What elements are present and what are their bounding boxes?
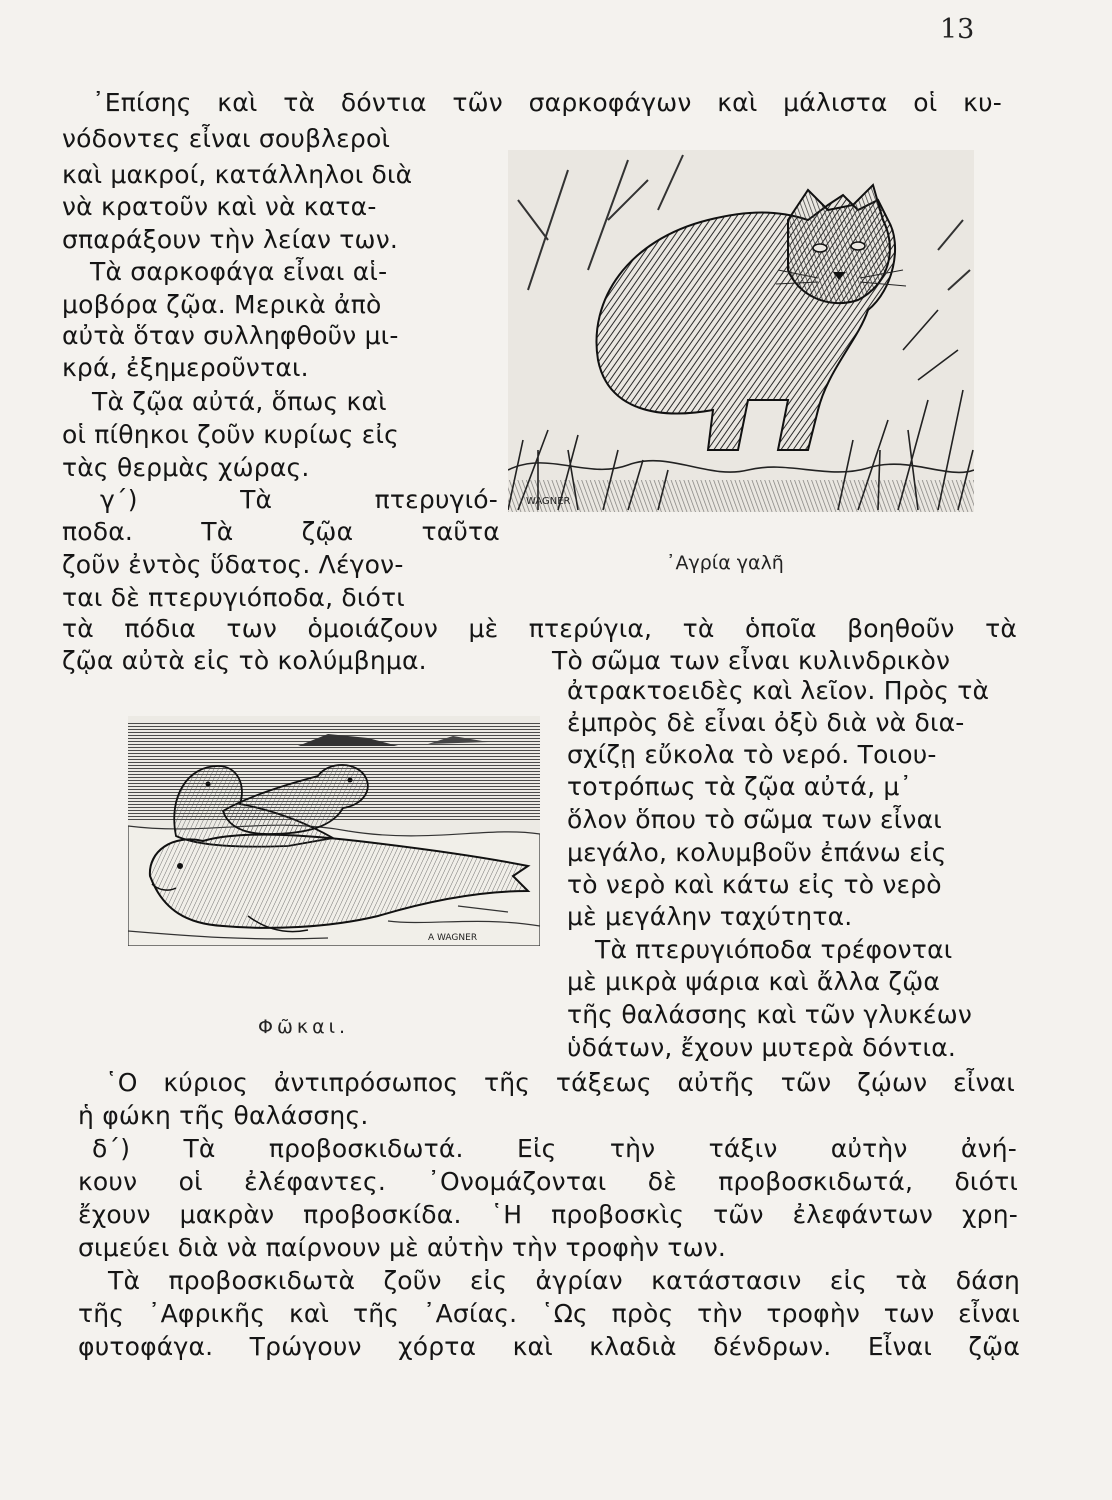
text-line-24: ὅλον ὅπου τὸ σῶμα των εἶναι bbox=[567, 805, 942, 834]
text-line-4: νὰ κρατοῦν καὶ νὰ κατα- bbox=[62, 192, 377, 221]
text-line-1: ᾿Επίσης καὶ τὰ δόντια τῶν σαρκοφάγων καὶ μάλιστα οἱ κυ- bbox=[92, 88, 1002, 117]
text-line-40: φυτοφάγα. Τρώγουν χόρτα καὶ κλαδιὰ δένδρων. Εἶναι ζῷα bbox=[78, 1332, 1020, 1361]
text-line-11: οἱ πίθηκοι ζοῦν κυρίως εἰς bbox=[62, 420, 399, 449]
text-line-32: ῾Ο κύριος ἀντιπρόσωπος τῆς τάξεως αὐτῆς τῶν ζῴων εἶναι bbox=[105, 1068, 1015, 1097]
text-line-23: τοτρόπως τὰ ζῷα αὐτά, μ᾿ bbox=[567, 772, 913, 801]
text-line-6: Τὰ σαρκοφάγα εἶναι αἱ- bbox=[90, 257, 388, 286]
text-line-5: σπαράξουν τὴν λείαν των. bbox=[62, 225, 399, 254]
text-line-3: καὶ μακροί, κατάλληλοι διὰ bbox=[62, 160, 413, 189]
text-line-21: ἐμπρὸς δὲ εἶναι ὀξὺ διὰ νὰ δια- bbox=[567, 708, 965, 737]
text-line-37: σιμεύει διὰ νὰ παίρνουν μὲ αὐτὴν τὴν τροφὴν των. bbox=[78, 1233, 727, 1262]
text-line-36: ἔχουν μακρὰν προβοσκίδα. ῾Η προβοσκὶς τῶν ἐλεφάντων χρη- bbox=[78, 1200, 1018, 1229]
text-line-18: ζῷα αὐτὰ εἰς τὸ κολύμβημα. bbox=[62, 646, 427, 675]
section-heading-gamma: γ΄) Τὰ πτερυγιό- bbox=[100, 485, 498, 514]
text-line-12: τὰς θερμὰς χώρας. bbox=[62, 453, 310, 482]
text-line-33: ἡ φώκη τῆς θαλάσσης. bbox=[78, 1101, 369, 1130]
text-line-9: κρά, ἐξημεροῦνται. bbox=[62, 353, 309, 382]
text-line-7: μοβόρα ζῷα. Μερικὰ ἀπὸ bbox=[62, 290, 382, 319]
text-line-39: τῆς ᾿Αφρικῆς καὶ τῆς ᾿Ασίας. ῾Ως πρὸς τὴν τροφὴν των εἶναι bbox=[78, 1299, 1020, 1328]
page-number: 13 bbox=[940, 14, 975, 45]
wild-cat-caption: ᾿Αγρία γαλῆ bbox=[666, 552, 784, 574]
seals-caption: Φῶκαι. bbox=[258, 1016, 350, 1038]
text-line-16: ται δὲ πτερυγιόποδα, διότι bbox=[62, 583, 405, 612]
wild-cat-illustration bbox=[508, 150, 974, 512]
text-line-29: μὲ μικρὰ ψάρια καὶ ἄλλα ζῷα bbox=[567, 967, 941, 996]
text-line-31: ὑδάτων, ἔχουν μυτερὰ δόντια. bbox=[567, 1033, 957, 1062]
text-line-14: ποδα. Τὰ ζῷα ταῦτα bbox=[62, 517, 500, 546]
text-line-30: τῆς θαλάσσης καὶ τῶν γλυκέων bbox=[567, 1000, 973, 1029]
text-line-8: αὐτὰ ὅταν συλληφθοῦν μι- bbox=[62, 321, 399, 350]
text-line-2: νόδοντες εἶναι σουβλεροὶ bbox=[62, 124, 391, 153]
text-line-19: Τὸ σῶμα των εἶναι κυλινδρικὸν bbox=[552, 646, 951, 675]
text-line-17: τὰ πόδια των ὁμοιάζουν μὲ πτερύγια, τὰ ὁποῖα βοηθοῦν τὰ bbox=[62, 614, 1017, 643]
text-line-28: Τὰ πτερυγιόποδα τρέφονται bbox=[595, 935, 953, 964]
text-line-35: κουν οἱ ἐλέφαντες. ᾿Ονομάζονται δὲ προβοσκιδωτά, διότι bbox=[78, 1167, 1018, 1196]
text-line-38: Τὰ προβοσκιδωτὰ ζοῦν εἰς ἀγρίαν κατάστασιν εἰς τὰ δάση bbox=[108, 1266, 1020, 1295]
text-line-15: ζοῦν ἐντὸς ὕδατος. Λέγον- bbox=[62, 550, 404, 579]
text-line-26: τὸ νερὸ καὶ κάτω εἰς τὸ νερὸ bbox=[567, 870, 942, 899]
text-line-25: μεγάλο, κολυμβοῦν ἐπάνω εἰς bbox=[567, 838, 947, 867]
seals-artist-signature: A WAGNER bbox=[428, 933, 478, 943]
text-line-10: Τὰ ζῷα αὐτά, ὅπως καὶ bbox=[92, 387, 387, 416]
seals-illustration bbox=[128, 716, 540, 946]
text-line-22: σχίζῃ εὔκολα τὸ νερό. Τοιου- bbox=[567, 740, 937, 769]
cat-artist-signature: WAGNER bbox=[526, 496, 571, 507]
text-line-20: ἀτρακτοειδὲς καὶ λεῖον. Πρὸς τὰ bbox=[567, 676, 990, 705]
text-line-27: μὲ μεγάλην ταχύτητα. bbox=[567, 902, 853, 931]
section-heading-delta: δ΄) Τὰ προβοσκιδωτά. Εἰς τὴν τάξιν αὐτὴν ἀνή- bbox=[92, 1134, 1017, 1163]
